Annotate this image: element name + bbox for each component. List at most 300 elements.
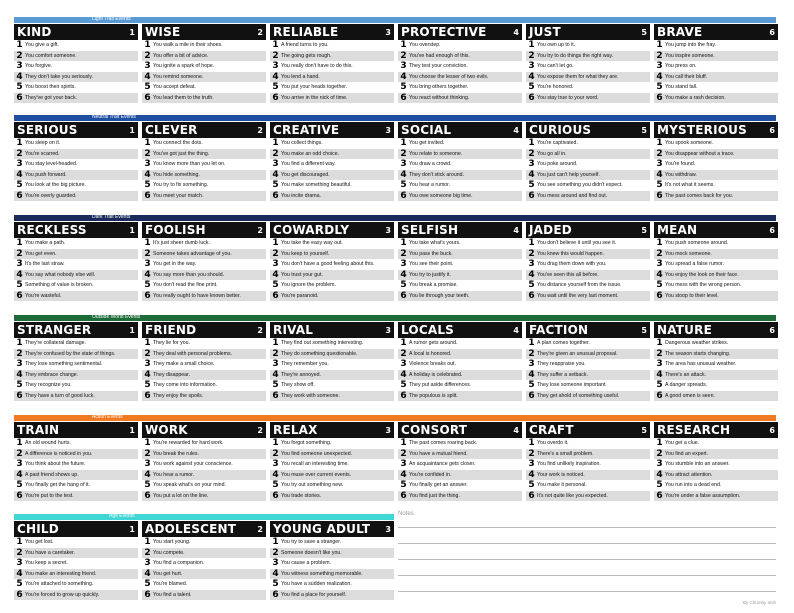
row-text: They lose something sentimental. — [25, 361, 103, 368]
table-row — [654, 191, 778, 202]
row-text: You wait until the very last moment. — [537, 292, 619, 299]
row-number: 6 — [528, 490, 535, 501]
row-number: 4 — [400, 169, 407, 180]
row-text: It's not what it seems. — [665, 182, 715, 189]
table-row — [654, 51, 778, 62]
section-label: Dark Trait Events — [92, 214, 131, 220]
table-row — [142, 569, 266, 580]
row-number: 1 — [656, 138, 663, 149]
table-row — [142, 338, 266, 349]
table-row — [654, 249, 778, 260]
row-text: You make it personal. — [537, 482, 587, 489]
table-die-number: 1 — [129, 425, 135, 435]
row-number: 3 — [528, 359, 535, 370]
row-number: 2 — [16, 50, 23, 61]
row-text: The season starts changing. — [665, 350, 731, 357]
row-number: 4 — [144, 369, 151, 380]
row-number: 1 — [16, 40, 23, 51]
row-number: 4 — [272, 369, 279, 380]
row-number: 3 — [144, 558, 151, 569]
row-number: 6 — [144, 490, 151, 501]
table-row — [654, 370, 778, 381]
event-table — [270, 422, 394, 501]
table-row — [398, 280, 522, 291]
row-number: 1 — [400, 338, 407, 349]
table-row — [142, 590, 266, 601]
section-band — [14, 215, 776, 221]
row-text: You withdraw. — [665, 171, 697, 178]
row-number: 3 — [16, 61, 23, 72]
row-text: You drag them down with you. — [537, 261, 607, 268]
row-number: 1 — [528, 438, 535, 449]
table-row — [270, 40, 394, 51]
row-number: 1 — [272, 438, 279, 449]
table-header — [14, 122, 138, 138]
row-text: You bring others together. — [409, 84, 469, 91]
row-text: You try to justify it. — [409, 271, 451, 278]
table-title: FACTION — [529, 323, 589, 337]
table-die-number: 3 — [385, 225, 391, 235]
row-text: You try out something new. — [281, 482, 344, 489]
event-table — [270, 322, 394, 401]
row-text: The area has unusual weather. — [665, 361, 737, 368]
row-number: 2 — [16, 547, 23, 558]
table-row — [142, 82, 266, 93]
table-row — [654, 72, 778, 83]
row-number: 2 — [144, 348, 151, 359]
table-row — [142, 238, 266, 249]
row-number: 3 — [528, 459, 535, 470]
row-text: You're blamed. — [153, 581, 188, 588]
row-number: 2 — [400, 448, 407, 459]
row-text: You stoop to their level. — [665, 292, 719, 299]
table-body — [270, 438, 394, 501]
table-row — [398, 40, 522, 51]
table-title: CONSORT — [401, 423, 468, 437]
row-text: You're honored. — [537, 84, 574, 91]
row-number: 5 — [272, 82, 279, 93]
table-die-number: 4 — [513, 125, 519, 135]
table-row — [398, 93, 522, 104]
copyright: By Chumby Irish — [742, 600, 776, 605]
row-number: 3 — [16, 159, 23, 170]
row-number: 6 — [400, 490, 407, 501]
row-text: They recognize you. — [25, 382, 72, 389]
table-row — [654, 280, 778, 291]
table-row — [398, 180, 522, 191]
table-row — [270, 238, 394, 249]
table-row — [526, 291, 650, 302]
row-number: 4 — [16, 71, 23, 82]
row-number: 6 — [144, 290, 151, 301]
row-number: 6 — [528, 190, 535, 201]
row-text: It's just sheer dumb luck. — [153, 240, 210, 247]
row-text: Your work is noticed. — [537, 471, 585, 478]
table-die-number: 3 — [385, 425, 391, 435]
row-number: 6 — [272, 490, 279, 501]
row-number: 5 — [400, 380, 407, 391]
row-text: You see something you didn't expect. — [537, 182, 623, 189]
row-text: They put aside differences. — [409, 382, 472, 389]
table-header — [526, 122, 650, 138]
row-number: 2 — [144, 448, 151, 459]
table-row — [14, 359, 138, 370]
table-die-number: 4 — [513, 425, 519, 435]
row-number: 4 — [656, 71, 663, 82]
table-row — [142, 449, 266, 460]
table-row — [526, 370, 650, 381]
section-label: Light Trait Events — [92, 16, 131, 22]
row-text: They lose someone important. — [537, 382, 607, 389]
table-title: MYSTERIOUS — [657, 123, 747, 137]
table-row — [526, 470, 650, 481]
table-row — [654, 491, 778, 502]
table-die-number: 3 — [385, 325, 391, 335]
row-text: You've seen this all before. — [537, 271, 599, 278]
table-header — [270, 24, 394, 40]
table-row — [270, 149, 394, 160]
row-text: You walk a mile in their shoes. — [153, 42, 223, 49]
table-body — [398, 238, 522, 301]
table-row — [526, 72, 650, 83]
row-number: 6 — [272, 190, 279, 201]
table-row — [270, 480, 394, 491]
row-number: 6 — [272, 92, 279, 103]
row-text: You trade stories. — [281, 492, 322, 499]
table-row — [526, 359, 650, 370]
row-number: 1 — [400, 238, 407, 249]
row-text: You're put to the test. — [25, 492, 74, 499]
row-text: You forgive. — [25, 63, 53, 70]
table-row — [142, 537, 266, 548]
table-row — [270, 159, 394, 170]
table-header — [142, 422, 266, 438]
table-die-number: 6 — [769, 325, 775, 335]
row-number: 6 — [144, 190, 151, 201]
table-row — [270, 138, 394, 149]
table-row — [270, 548, 394, 559]
table-header — [142, 222, 266, 238]
row-number: 4 — [656, 269, 663, 280]
row-text: You give a gift. — [25, 42, 59, 49]
row-text: A difference is noticed in you. — [25, 450, 93, 457]
table-row — [142, 61, 266, 72]
row-number: 1 — [144, 438, 151, 449]
row-text: You ignore the problem. — [281, 282, 336, 289]
event-table — [654, 122, 778, 201]
table-header — [654, 222, 778, 238]
row-text: A rumor gets around. — [409, 340, 458, 347]
row-text: You're forced to grow up quickly. — [25, 591, 100, 598]
table-row — [142, 380, 266, 391]
table-die-number: 4 — [513, 27, 519, 37]
row-number: 2 — [656, 148, 663, 159]
table-row — [14, 370, 138, 381]
notes-line — [398, 591, 776, 592]
row-number: 6 — [656, 92, 663, 103]
table-title: ADOLESCENT — [145, 522, 237, 536]
row-text: It's the last straw. — [25, 261, 65, 268]
row-text: You look at the big picture. — [25, 182, 86, 189]
table-row — [270, 280, 394, 291]
row-text: There's a small problem. — [537, 450, 594, 457]
row-text: You get discouraged. — [281, 171, 330, 178]
row-text: You put a lot on the line. — [153, 492, 209, 499]
row-number: 1 — [656, 40, 663, 51]
row-number: 3 — [144, 61, 151, 72]
row-text: You don't believe it until you see it. — [537, 240, 617, 247]
row-number: 3 — [144, 159, 151, 170]
row-number: 1 — [528, 40, 535, 51]
table-row — [270, 291, 394, 302]
row-number: 1 — [400, 40, 407, 51]
row-text: You get hurt. — [153, 570, 183, 577]
table-row — [654, 359, 778, 370]
row-number: 4 — [144, 269, 151, 280]
table-title: LOCALS — [401, 323, 455, 337]
table-row — [14, 280, 138, 291]
table-row — [526, 238, 650, 249]
table-row — [654, 61, 778, 72]
table-title: CREATIVE — [273, 123, 340, 137]
row-number: 5 — [656, 180, 663, 191]
row-number: 3 — [656, 259, 663, 270]
table-body — [270, 138, 394, 201]
row-number: 6 — [16, 390, 23, 401]
row-number: 3 — [400, 159, 407, 170]
row-text: You see their point. — [409, 261, 454, 268]
table-row — [270, 249, 394, 260]
row-text: You say what nobody else will. — [25, 271, 96, 278]
table-header — [142, 122, 266, 138]
row-text: You work against your conscience. — [153, 461, 233, 468]
row-text: You really ought to have known better. — [153, 292, 241, 299]
table-row — [142, 249, 266, 260]
table-die-number: 1 — [129, 524, 135, 534]
row-number: 1 — [144, 537, 151, 548]
notes-line — [398, 543, 776, 544]
table-row — [398, 380, 522, 391]
row-text: You finally get the hang of it. — [25, 482, 90, 489]
table-row — [398, 238, 522, 249]
table-row — [142, 459, 266, 470]
table-row — [526, 270, 650, 281]
row-number: 4 — [144, 169, 151, 180]
table-row — [398, 470, 522, 481]
table-row — [270, 590, 394, 601]
row-number: 6 — [528, 92, 535, 103]
row-text: You get a clue. — [665, 440, 700, 447]
table-die-number: 3 — [385, 524, 391, 534]
table-title: MEAN — [657, 223, 698, 237]
table-row — [14, 459, 138, 470]
row-text: A friend turns to you. — [281, 42, 329, 49]
table-row — [270, 270, 394, 281]
notes-area — [398, 511, 776, 603]
row-text: They show off. — [281, 382, 315, 389]
table-row — [654, 170, 778, 181]
table-body — [142, 238, 266, 301]
table-die-number: 3 — [385, 125, 391, 135]
table-title: RELAX — [273, 423, 318, 437]
table-row — [270, 470, 394, 481]
table-body — [526, 438, 650, 501]
row-number: 6 — [400, 290, 407, 301]
table-row — [14, 537, 138, 548]
event-table — [654, 24, 778, 103]
table-row — [270, 349, 394, 360]
row-number: 5 — [144, 280, 151, 291]
table-die-number: 4 — [513, 225, 519, 235]
table-row — [654, 380, 778, 391]
row-text: You stay level-headed. — [25, 161, 78, 168]
table-row — [142, 359, 266, 370]
table-header — [526, 222, 650, 238]
row-number: 2 — [16, 148, 23, 159]
row-number: 5 — [272, 480, 279, 491]
row-text: You think about the future. — [25, 461, 86, 468]
table-body — [398, 138, 522, 201]
row-number: 4 — [400, 71, 407, 82]
table-row — [526, 191, 650, 202]
row-text: You've had enough of this. — [409, 52, 470, 59]
table-row — [398, 159, 522, 170]
table-header — [142, 24, 266, 40]
row-text: You stand tall. — [665, 84, 698, 91]
row-number: 4 — [528, 369, 535, 380]
table-header — [526, 422, 650, 438]
row-text: You get in the way. — [153, 261, 197, 268]
row-text: You finally get an answer. — [409, 482, 468, 489]
row-text: They suffer a setback. — [537, 371, 588, 378]
table-row — [398, 438, 522, 449]
row-text: You find just the thing. — [409, 492, 460, 499]
table-title: RIVAL — [273, 323, 314, 337]
table-row — [142, 72, 266, 83]
table-row — [526, 40, 650, 51]
table-body — [270, 40, 394, 103]
row-number: 6 — [16, 589, 23, 600]
row-number: 2 — [16, 348, 23, 359]
table-row — [142, 93, 266, 104]
notes-label: Notes — [398, 511, 414, 517]
event-table — [270, 24, 394, 103]
row-text: You witness something memorable. — [281, 570, 363, 577]
row-number: 6 — [16, 92, 23, 103]
row-number: 3 — [656, 61, 663, 72]
table-row — [270, 459, 394, 470]
row-text: You mock someone. — [665, 250, 712, 257]
row-text: You make an odd choice. — [281, 150, 340, 157]
row-number: 5 — [144, 180, 151, 191]
row-number: 1 — [16, 138, 23, 149]
table-header — [654, 422, 778, 438]
table-row — [526, 438, 650, 449]
table-header — [270, 422, 394, 438]
table-row — [270, 558, 394, 569]
event-table — [398, 122, 522, 201]
row-text: You spook someone. — [665, 140, 714, 147]
table-row — [398, 259, 522, 270]
table-body — [654, 238, 778, 301]
row-number: 2 — [400, 248, 407, 259]
row-text: You offer a bit of advice. — [153, 52, 209, 59]
row-number: 5 — [528, 480, 535, 491]
table-row — [14, 61, 138, 72]
table-title: CURIOUS — [529, 123, 592, 137]
row-text: You hear a rumor. — [153, 471, 195, 478]
row-number: 4 — [144, 469, 151, 480]
row-number: 6 — [272, 589, 279, 600]
table-row — [270, 380, 394, 391]
row-text: You remind someone. — [153, 73, 204, 80]
row-number: 2 — [272, 148, 279, 159]
table-row — [142, 159, 266, 170]
table-row — [654, 459, 778, 470]
table-row — [398, 391, 522, 402]
table-title: WORK — [145, 423, 188, 437]
table-row — [654, 438, 778, 449]
row-number: 6 — [656, 390, 663, 401]
row-number: 5 — [656, 380, 663, 391]
section-band — [14, 415, 776, 421]
row-number: 1 — [144, 238, 151, 249]
row-text: You stumble into an answer. — [665, 461, 730, 468]
table-row — [270, 93, 394, 104]
section-band — [14, 17, 776, 23]
table-die-number: 6 — [769, 225, 775, 235]
row-number: 4 — [656, 169, 663, 180]
section-label: Age Events — [109, 513, 135, 519]
table-row — [398, 349, 522, 360]
row-text: You find a different way. — [281, 161, 336, 168]
table-row — [270, 338, 394, 349]
row-text: You get lost. — [25, 539, 54, 546]
row-text: You spread a false rumor. — [665, 261, 724, 268]
row-number: 2 — [400, 50, 407, 61]
row-text: You can't let go. — [537, 63, 574, 70]
row-text: You put your heads together. — [281, 84, 348, 91]
row-text: They're given an unusual proposal. — [537, 350, 618, 357]
row-number: 6 — [656, 190, 663, 201]
row-number: 2 — [272, 50, 279, 61]
row-text: You're attached to something. — [25, 581, 94, 588]
row-number: 1 — [528, 238, 535, 249]
table-title: STRANGER — [17, 323, 92, 337]
row-number: 2 — [528, 50, 535, 61]
row-number: 3 — [400, 259, 407, 270]
table-title: TRAIN — [17, 423, 60, 437]
table-body — [398, 40, 522, 103]
row-text: A holiday is celebrated. — [409, 371, 463, 378]
row-text: You boost their spirits. — [25, 84, 76, 91]
table-row — [142, 579, 266, 590]
table-row — [398, 491, 522, 502]
table-row — [526, 449, 650, 460]
table-row — [14, 191, 138, 202]
table-header — [14, 24, 138, 40]
row-text: It's not quite like you expected. — [537, 492, 608, 499]
row-text: You're captivated. — [537, 140, 578, 147]
table-row — [14, 548, 138, 559]
row-number: 2 — [400, 348, 407, 359]
table-body — [14, 238, 138, 301]
row-text: They get ahold of something useful. — [537, 392, 620, 399]
table-row — [398, 170, 522, 181]
table-header — [398, 322, 522, 338]
table-row — [526, 82, 650, 93]
row-text: You inspire someone. — [665, 52, 715, 59]
